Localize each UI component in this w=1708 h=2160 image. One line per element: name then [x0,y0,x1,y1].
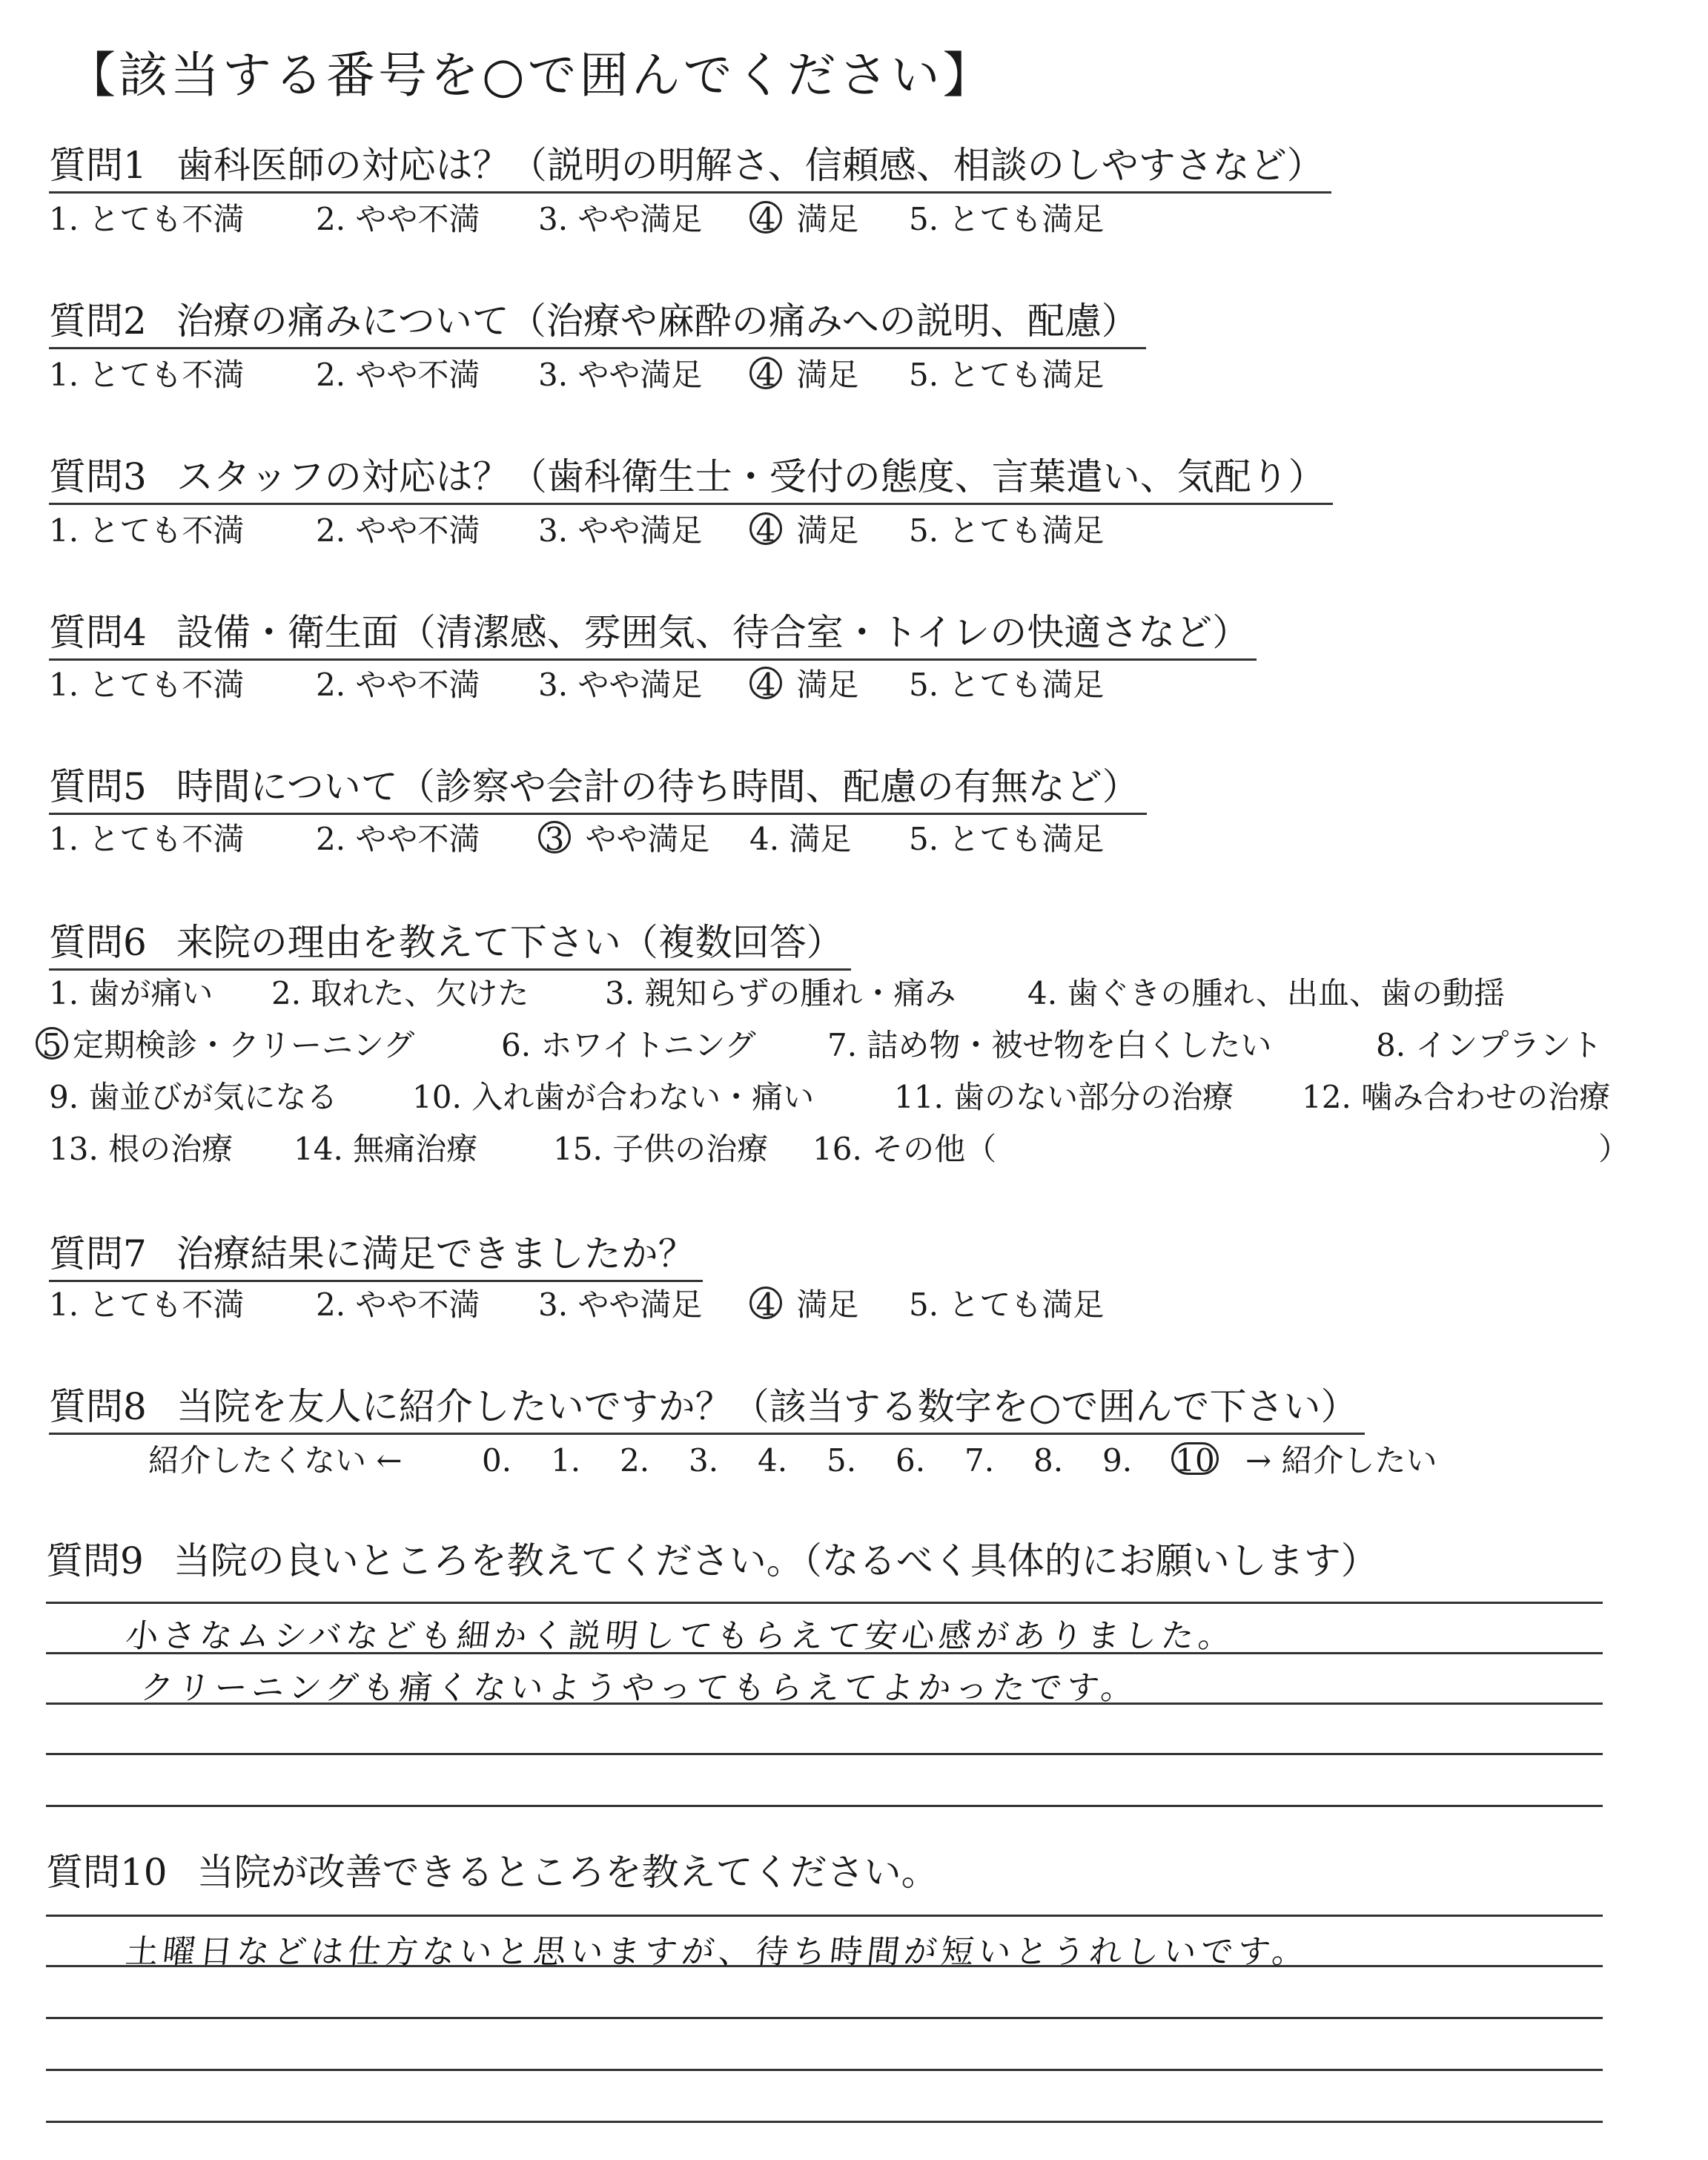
scale-value[interactable]: 0. [482,1442,512,1479]
option-label: とても不満 [79,357,245,393]
option-number: 1. [49,1287,79,1323]
question-10-number: 質問10 [46,1851,168,1894]
question-7-text: 治療結果に満足できましたか？ [176,1232,695,1275]
option-number: 2. [316,512,346,549]
option-number: 2. [316,201,346,237]
q5-option-2[interactable] [316,819,480,860]
answer-line [46,1602,1603,1604]
option-label: 満足 [787,1287,859,1323]
option-number: 3. [538,357,569,393]
option-number: 3. [538,512,569,549]
scale-value[interactable]: 4. [758,1442,788,1479]
question-6-row-1 [49,973,1665,1014]
option-label: とても満足 [939,512,1105,549]
option-number: 1. [49,821,79,857]
option-number: 1. [49,667,79,703]
question-6-row-2 [42,1025,1665,1066]
scale-value[interactable]: 5. [827,1442,857,1479]
page-header: 【該当する番号を○で囲んでください】 [67,47,995,104]
option-label: やや満足 [568,201,703,237]
option-label: やや満足 [575,821,710,857]
option-number: 5. [909,357,939,393]
question-4-text: 設備・衛生面（清潔感、雰囲気、待合室・トイレの快適さなど） [176,611,1250,654]
reason-5 [36,1025,414,1066]
scale-value[interactable]: 8. [1033,1442,1064,1479]
q7-option-4[interactable] [749,1284,858,1326]
question-2-title [49,295,1146,349]
reason-9: 9. 歯並びが気になる [49,1079,338,1115]
question-7-number: 質問7 [49,1232,147,1275]
q2-option-4[interactable] [749,354,858,396]
question-4-number: 質問4 [49,611,147,654]
option-label: やや不満 [345,1287,480,1323]
q3-option-2[interactable] [316,510,480,552]
option-number: 3. [538,1287,569,1323]
option-number: 3. [538,201,569,237]
question-1-number: 質問1 [49,144,147,187]
option-number: 5. [909,201,939,237]
option-number: 2. [316,821,346,857]
q4-option-2[interactable] [316,664,480,706]
option-number: 5. [909,512,939,549]
question-7-options [49,1284,1235,1326]
reason-7: 7. 詰め物・被せ物を白くしたい [827,1027,1272,1063]
scale-right-label: → 紹介したい [1245,1442,1437,1479]
reason-3: 3. 親知らずの腫れ・痛み [605,975,956,1011]
q5-option-5[interactable] [909,819,1104,860]
selected-circle: 5 [36,1027,68,1060]
question-10-title [46,1846,939,1898]
option-label: とても満足 [939,1287,1105,1323]
q1-option-2[interactable] [316,199,480,240]
reason-14: 14. 無痛治療 [294,1131,478,1167]
option-number: 2. [316,1287,346,1323]
q2-option-3[interactable] [538,354,702,396]
scale-value[interactable]: 1. [551,1442,581,1479]
question-5-options [49,819,1235,860]
question-7-title [49,1228,703,1282]
question-5-title [49,761,1147,815]
scale-value[interactable]: 2. [620,1442,650,1479]
question-6-number: 質問6 [49,921,147,964]
option-number: 2. [316,357,346,393]
q1-option-5[interactable] [909,199,1104,240]
question-2-number: 質問2 [49,300,147,343]
answer-line [46,2121,1603,2123]
option-label: やや不満 [345,821,480,857]
question-8-text: 当院を友人に紹介したいですか？（該当する数字を○で囲んで下さい） [176,1385,1358,1428]
q3-option-3[interactable] [538,510,702,552]
question-6-row-3 [49,1077,1665,1118]
option-label: やや満足 [568,512,703,549]
option-label: とても不満 [79,512,245,549]
reason-16-close: ） [1598,1131,1630,1167]
answer-line [46,1805,1603,1807]
option-number: 2. [316,667,346,703]
q3-option-1[interactable] [49,510,244,552]
question-3-number: 質問3 [49,455,147,498]
option-label: とても満足 [939,821,1105,857]
question-3-options [49,510,1235,552]
selected-circle: 4 [749,201,782,234]
option-label: とても満足 [939,357,1105,393]
question-3-title [49,451,1333,505]
option-label: やや満足 [568,1287,703,1323]
option-label: とても不満 [79,821,245,857]
question-3-text: スタッフの対応は？（歯科衛生士・受付の態度、言葉遣い、気配り） [176,455,1325,498]
option-label: とても不満 [79,1287,245,1323]
scale-value[interactable]: 7. [964,1442,995,1479]
option-number: 5. [909,667,939,703]
answer-line [46,2069,1603,2071]
reason-5-label: 定期検診・クリーニング [73,1027,415,1063]
selected-circle: 4 [749,667,782,699]
question-1-title [49,139,1331,194]
reason-2: 2. 取れた、欠けた [271,975,529,1011]
selected-circle: 4 [749,512,782,545]
scale-value[interactable]: 6. [896,1442,926,1479]
question-8-title [49,1381,1365,1435]
q7-option-5[interactable] [909,1284,1104,1326]
option-label: 満足 [787,667,859,703]
option-number: 5. [909,1287,939,1323]
option-label: とても不満 [79,201,245,237]
option-label: やや不満 [345,512,480,549]
reason-16: 16. その他（ [812,1131,997,1167]
q2-option-5[interactable] [909,354,1104,396]
question-1-options [49,199,1235,240]
question-9-answer-line-1: 小さなムシバなども細かく説明してもらえて安心感がありました。 [123,1617,1238,1655]
question-9-number: 質問9 [46,1539,144,1582]
option-label: やや満足 [568,667,703,703]
question-10-text: 当院が改善できるところを教えてください。 [196,1851,939,1894]
option-label: とても満足 [939,201,1105,237]
q4-option-5[interactable] [909,664,1104,706]
answer-line [46,2017,1603,2019]
question-1-text: 歯科医師の対応は？（説明の明解さ、信頼感、相談のしやすさなど） [176,144,1324,187]
scale-value-selected[interactable] [1171,1440,1223,1482]
reason-13: 13. 根の治療 [49,1131,234,1167]
option-number: 4. [749,821,780,857]
q2-option-1[interactable] [49,354,244,396]
reason-10: 10. 入れ歯が合わない・痛い [412,1079,815,1115]
question-6-row-4 [49,1129,1665,1170]
q3-option-4[interactable] [749,510,858,552]
question-9-answer-line-2: クリーニングも痛くないようやってもらえてよかったです。 [138,1669,1140,1707]
q1-option-1[interactable] [49,199,244,240]
question-9-title [46,1535,1378,1587]
scale-value[interactable]: 3. [689,1442,719,1479]
option-number: 1. [49,512,79,549]
selected-circle: 10 [1171,1442,1219,1475]
option-label: やや不満 [345,667,480,703]
q1-option-3[interactable] [538,199,702,240]
option-label: 満足 [787,512,859,549]
question-2-text: 治療の痛みについて（治療や麻酔の痛みへの説明、配慮） [176,300,1139,343]
reason-6: 6. ホワイトニング [501,1027,756,1063]
answer-line [46,1915,1603,1917]
selected-circle: 4 [749,1287,782,1319]
question-8-number: 質問8 [49,1385,147,1428]
option-number: 1. [49,201,79,237]
q1-option-4[interactable] [749,199,858,240]
option-label: やや不満 [345,357,480,393]
reason-8: 8. インプラント [1376,1027,1603,1063]
reason-12: 12. 噛み合わせの治療 [1302,1079,1611,1115]
option-number: 1. [49,357,79,393]
selected-circle: 3 [538,821,571,853]
q3-option-5[interactable] [909,510,1104,552]
reason-11: 11. 歯のない部分の治療 [894,1079,1234,1115]
reason-1: 1. 歯が痛い [49,975,214,1011]
question-2-options [49,354,1235,396]
option-label: とても不満 [79,667,245,703]
option-label: 満足 [787,201,859,237]
question-5-number: 質問5 [49,765,147,808]
q5-option-3[interactable] [538,819,709,860]
q4-option-3[interactable] [538,664,702,706]
option-number: 3. [538,667,569,703]
q5-option-1[interactable] [49,819,244,860]
reason-15: 15. 子供の治療 [553,1131,769,1167]
option-label: とても満足 [939,667,1105,703]
option-label: やや満足 [568,357,703,393]
question-4-title [49,607,1257,661]
question-6-title [49,916,851,971]
answer-line [46,1753,1603,1755]
q4-option-4[interactable] [749,664,858,706]
scale-left-label: 紹介したくない ← [148,1442,403,1479]
q4-option-1[interactable] [49,664,244,706]
option-label: 満足 [779,821,852,857]
option-number: 5. [909,821,939,857]
question-9-text: 当院の良いところを教えてください。（なるべく具体的にお願いします） [173,1539,1378,1582]
question-5-text: 時間について（診察や会計の待ち時間、配慮の有無など） [176,765,1139,808]
question-4-options [49,664,1235,706]
option-label: やや不満 [345,201,480,237]
reason-4: 4. 歯ぐきの腫れ、出血、歯の動揺 [1027,975,1505,1011]
q5-option-4[interactable] [749,819,851,860]
question-10-answer-line-1: 土曜日などは仕方ないと思いますが、待ち時間が短いとうれしいです。 [123,1933,1311,1971]
question-6-text: 来院の理由を教えて下さい（複数回答） [176,921,844,964]
scale-value[interactable]: 9. [1102,1442,1133,1479]
selected-circle: 4 [749,357,782,389]
question-8-scale [148,1440,1557,1482]
q7-option-1[interactable] [49,1284,244,1326]
option-label: 満足 [787,357,859,393]
q7-option-3[interactable] [538,1284,702,1326]
q2-option-2[interactable] [316,354,480,396]
q7-option-2[interactable] [316,1284,480,1326]
